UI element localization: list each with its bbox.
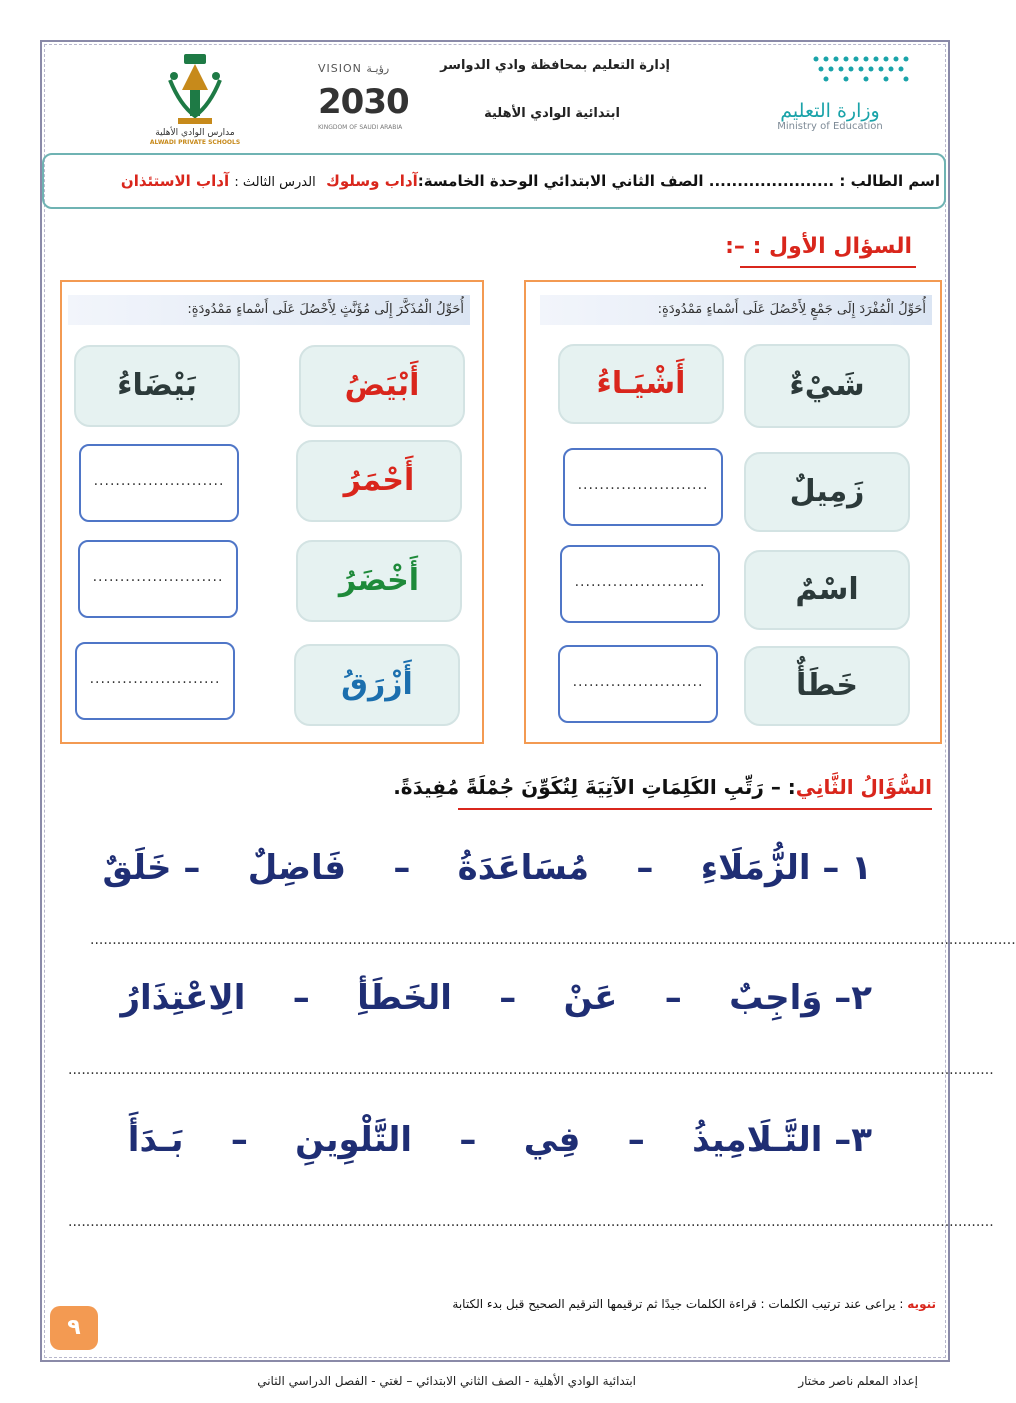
plural-answer-field-2[interactable]: ........................ [563, 448, 723, 526]
question-2-underline [458, 808, 932, 810]
school-logo-icon [160, 50, 230, 130]
lesson-name: آداب الاستئذان [120, 172, 230, 190]
grade-label: الصف الثاني الابتدائي [543, 172, 704, 190]
singular-word-1: شَيْءٌ [744, 344, 910, 428]
masculine-word-3: أَخْضَرُ [296, 540, 462, 622]
ministry-name-ar: وزارة التعليم [780, 100, 880, 122]
question-1-title: السؤال الأول : –: [725, 234, 912, 259]
lesson-label: الدرس الثالث : [234, 175, 316, 190]
school-logo-name-en: ALWADI PRIVATE SCHOOLS [149, 139, 241, 146]
question-2-instruction: : – رَتِّبِ الكَلِمَاتِ الآتِيَةَ لِتُكَوِّنَ جُمْلَةً مُفِيدَةً. [393, 775, 796, 799]
sentence-number-3: ٣– [834, 1120, 872, 1160]
masculine-word-4: أَزْرَقُ [294, 644, 460, 726]
footer-course: ابتدائية الوادي الأهلية - الصف الثاني الابتدائي – لغتي - الفصل الدراسي الثاني [257, 1374, 636, 1388]
page-number-badge: ٩ [50, 1306, 98, 1350]
answer-line-1[interactable]: ................................................................................................................................................................................................................ [90, 932, 1016, 948]
student-name-label: اسم الطالب : [839, 172, 940, 190]
sentence-number-2: ٢– [834, 978, 872, 1018]
masculine-word-2: أَحْمَرُ [296, 440, 462, 522]
feminine-answer-field-4[interactable]: ........................ [75, 642, 235, 720]
note-label: تنويه [907, 1297, 936, 1311]
plural-answer-1: أَشْيَـاءُ [558, 344, 724, 424]
feminine-instruction: أُحَوِّلُ الْمُذَكَّرَ إِلَى مُؤَنَّثٍ لِأَحْصُلَ عَلَى أَسْماءٍ مَمْدُودَةٍ: [68, 295, 470, 325]
instruction-note [452, 1297, 936, 1311]
footer-teacher: إعداد المعلم ناصر مختار [798, 1374, 918, 1388]
plural-instruction: أُحَوِّلُ الْمُفْرَدَ إِلَى جَمْعٍ لِأَحْصُلَ عَلَى أَسْماءٍ مَمْدُودَةٍ: [540, 295, 932, 325]
unit-name: آداب وسلوك [326, 172, 418, 190]
sentence-row-2 [120, 978, 872, 1018]
school-name: ابتدائية الوادي الأهلية [484, 106, 620, 121]
feminine-answer-field-2[interactable]: ........................ [79, 444, 239, 522]
answer-line-3[interactable]: ................................................................................................................................................................................................................ [68, 1214, 994, 1230]
sentence-words-3: التَّـلَامِيذُ – فِي – التَّلْوِينِ – بَـدَأَ [127, 1120, 823, 1160]
vision-label: VISION رؤيـة [318, 62, 390, 75]
answer-line-2[interactable]: ................................................................................................................................................................................................................ [68, 1062, 994, 1078]
ministry-name-en: Ministry of Education [777, 121, 883, 132]
plural-answer-field-3[interactable]: ........................ [560, 545, 720, 623]
question-2-label: السُّؤَالُ الثَّانِي [795, 775, 932, 799]
student-info-line [121, 172, 940, 190]
student-name-field[interactable]: ...................... [708, 172, 835, 190]
question-1-underline [740, 266, 916, 268]
vision-country: KINGDOM OF SAUDI ARABIA [318, 124, 403, 131]
feminine-answer-field-3[interactable]: ........................ [78, 540, 238, 618]
singular-word-4: خَطَأٌ [744, 646, 910, 726]
question-2-title [393, 775, 932, 799]
sentence-number-1: ١ – [822, 848, 872, 888]
unit-label: الوحدة الخامسة: [417, 172, 539, 190]
school-logo-name-ar: مدارس الوادي الأهلية [155, 128, 235, 138]
sentence-words-2: وَاجِبٌ – عَنْ – الخَطَأِ – الِاعْتِذَارُ [120, 978, 823, 1018]
singular-word-3: اسْمٌ [744, 550, 910, 630]
sentence-row-1 [103, 848, 872, 888]
singular-word-2: زَمِيلٌ [744, 452, 910, 532]
vision-year: 2030 [318, 82, 409, 122]
plural-answer-field-4[interactable]: ........................ [558, 645, 718, 723]
ministry-logo-icon [810, 54, 915, 84]
feminine-answer-1: بَيْضَاءُ [74, 345, 240, 427]
note-text: : يراعى عند ترتيب الكلمات : قراءة الكلمات جيدًا ثم ترقيمها الترقيم الصحيح قبل بدء الكتابة [452, 1297, 904, 1311]
education-admin: إدارة التعليم بمحافظة وادي الدواسر [440, 58, 670, 73]
masculine-word-1: أَبْيَضُ [299, 345, 465, 427]
sentence-words-1: الزُّمَلَاءِ – مُسَاعَدَةُ – فَاضِلٌ – خَلَقٌ [102, 848, 811, 888]
sentence-row-3 [128, 1120, 872, 1160]
